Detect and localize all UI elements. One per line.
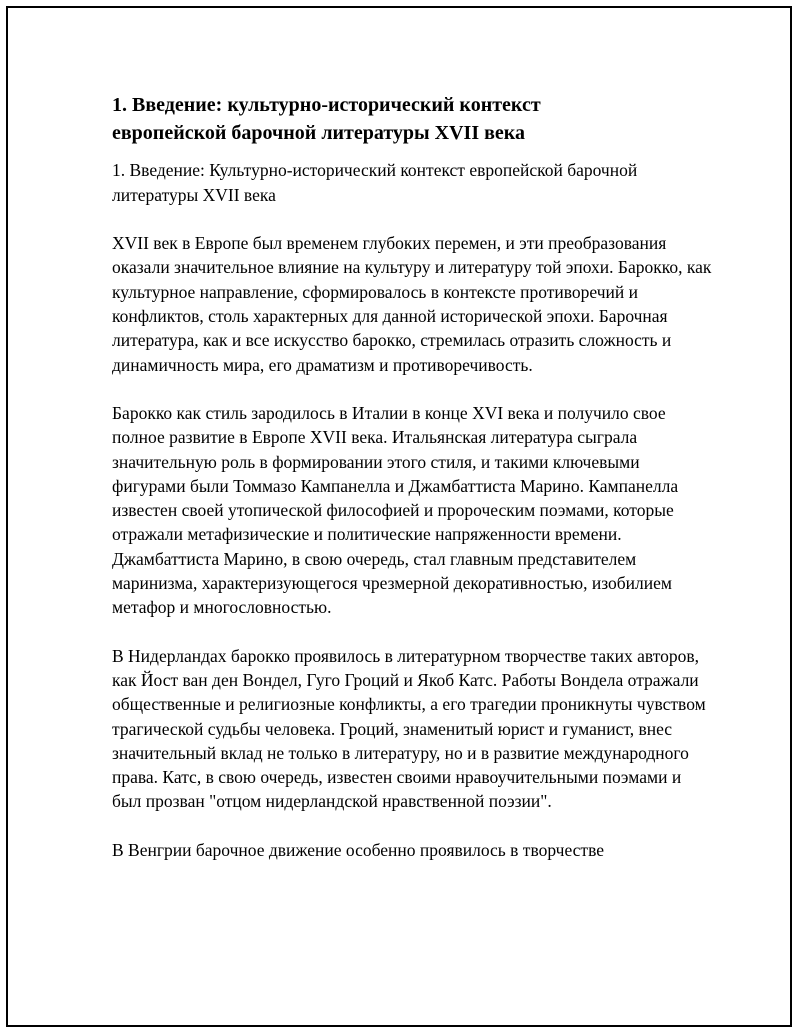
heading-line-1: 1. Введение: культурно-исторический контекст [112,94,541,116]
paragraph-4: В Венгрии барочное движение особенно проявилось в творчестве [112,839,604,860]
paragraph-1: XVII век в Европе был временем глубоких перемен, и эти преобразования оказали значительное влияние на культуру и литературу той эпохи. Барокко, как культурное направление, сформировалось в контексте противоречий и конфликтов, столь характерных для данной исторической эпохи. Барочная литература, как и все искусство барокко, стремилась отразить сложность и динамичность мира, его драматизм и противоречивость. [112,233,712,375]
document-body [112,91,712,862]
paragraph-3: В Нидерландах барокко проявилось в литературном творчестве таких авторов, как Йост ван ден Вондел, Гуго Гроций и Якоб Катс. Работы Вондела отражали общественные и религиозные конфликты, а его трагедии проникнуты чувством трагической судьбы человека. Гроций, знаменитый юрист и гуманист, внес значительный вклад не только в литературу, но и в развитие международного права. Катс, в свою очередь, известен своими нравоучительными поэмами и был прозван "отцом нидерландской нравственной поэзии". [112,645,706,812]
document-heading [112,91,712,147]
paragraph-2: Барокко как стиль зародилось в Италии в конце XVI века и получило свое полное развитие в Европе XVII века. Итальянская литература сыграла значительную роль в формировании этого стиля, и такими ключевыми фигурами были Томмазо Кампанелла и Джамбаттиста Марино. Кампанелла известен своей утопической философией и пророческим поэмами, которые отражали метафизические и политические напряженности времени. Джамбаттиста Марино, в свою очередь, стал главным представителем маринизма, характеризующегося чрезмерной декоративностью, изобилием метафор и многословностью. [112,402,679,618]
heading-line-2: европейской барочной литературы XVII века [112,122,526,144]
section-title: 1. Введение: Культурно-исторический контекст европейской барочной литературы XVII века [112,160,638,205]
